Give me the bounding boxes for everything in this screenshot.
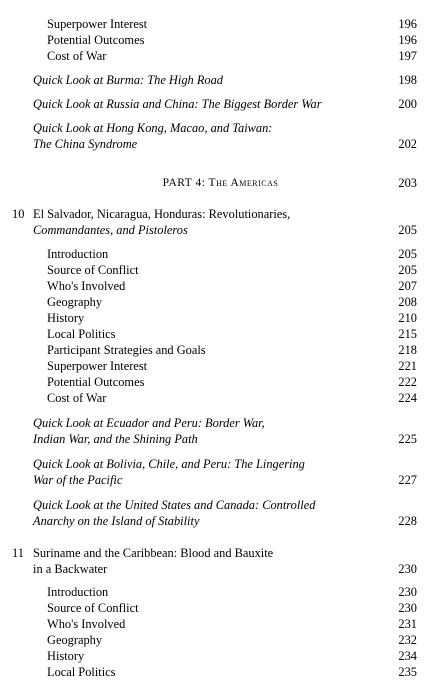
toc-entry: Superpower Interest: [47, 359, 148, 373]
page-number: 234: [398, 649, 417, 663]
page-number: 205: [398, 263, 417, 277]
chapter-title-line2: in a Backwater: [33, 562, 108, 576]
chapter-title-line1: El Salvador, Nicaragua, Honduras: Revolutionaries,: [33, 207, 291, 221]
page-number: 208: [398, 295, 417, 309]
quick-look-us-canada-line1: Quick Look at the United States and Canada: Controlled: [33, 498, 316, 512]
page-number: 218: [398, 343, 417, 357]
quick-look-hong-kong-line1: Quick Look at Hong Kong, Macao, and Taiwan:: [33, 121, 273, 135]
quick-look-bolivia-chile-line2: War of the Pacific: [33, 473, 123, 487]
page-number: 231: [398, 617, 417, 631]
page-number: 222: [398, 375, 417, 389]
quick-look-bolivia-chile-line1: Quick Look at Bolivia, Chile, and Peru: The Lingering: [33, 457, 305, 471]
toc-entry: History: [47, 311, 85, 325]
page-number: 210: [398, 311, 417, 325]
toc-entry: Geography: [47, 295, 103, 309]
quick-look-ecuador-peru-line1: Quick Look at Ecuador and Peru: Border War,: [33, 416, 265, 430]
page-number: 198: [398, 73, 417, 87]
page-number: 200: [398, 97, 417, 111]
page-number: 230: [398, 585, 417, 599]
toc-entry: Who's Involved: [47, 279, 126, 293]
page-number: 221: [398, 359, 417, 373]
page-number: 224: [398, 391, 417, 405]
chapter-title-line2: Commandantes, and Pistoleros: [33, 223, 188, 237]
quick-look-russia-china: Quick Look at Russia and China: The Biggest Border War: [33, 97, 322, 111]
chapter-title-line1: Suriname and the Caribbean: Blood and Bauxite: [33, 546, 274, 560]
part-heading: PART 4: The Americas: [162, 177, 279, 189]
toc-entry: Introduction: [47, 247, 109, 261]
quick-look-hong-kong-line2: The China Syndrome: [33, 137, 138, 151]
page-number: 202: [398, 137, 417, 151]
toc-entry: Cost of War: [47, 391, 107, 405]
page-number: 235: [398, 665, 417, 679]
page-number: 205: [398, 247, 417, 261]
page-number: 215: [398, 327, 417, 341]
page-number: 203: [398, 176, 417, 190]
toc-entry: Local Politics: [47, 327, 116, 341]
page-number: 207: [398, 279, 417, 293]
toc-entry: Source of Conflict: [47, 601, 139, 615]
quick-look-us-canada-line2: Anarchy on the Island of Stability: [33, 514, 200, 528]
chapter-number: 10: [12, 207, 25, 221]
toc-entry: Introduction: [47, 585, 109, 599]
toc-entry-superpower-interest: Superpower Interest: [47, 17, 148, 31]
page-number: 230: [398, 601, 417, 615]
toc-entry: Geography: [47, 633, 103, 647]
chapter-number: 11: [12, 546, 24, 560]
page-number: 196: [398, 33, 417, 47]
toc-entry: Who's Involved: [47, 617, 126, 631]
page-number: 228: [398, 514, 417, 528]
toc-entry: Potential Outcomes: [47, 375, 145, 389]
page-number: 225: [398, 432, 417, 446]
page-number: 205: [398, 223, 417, 237]
quick-look-ecuador-peru-line2: Indian War, and the Shining Path: [33, 432, 198, 446]
page-number: 196: [398, 17, 417, 31]
toc-entry: Local Politics: [47, 665, 116, 679]
quick-look-burma: Quick Look at Burma: The High Road: [33, 73, 223, 87]
toc-entry: Source of Conflict: [47, 263, 139, 277]
toc-entry: History: [47, 649, 85, 663]
toc-entry-cost-of-war: Cost of War: [47, 49, 107, 63]
page-number: 232: [398, 633, 417, 647]
page-number: 227: [398, 473, 417, 487]
toc-entry: Participant Strategies and Goals: [47, 343, 206, 357]
page-number: 197: [398, 49, 417, 63]
toc-entry-potential-outcomes: Potential Outcomes: [47, 33, 145, 47]
page-number: 230: [398, 562, 417, 576]
